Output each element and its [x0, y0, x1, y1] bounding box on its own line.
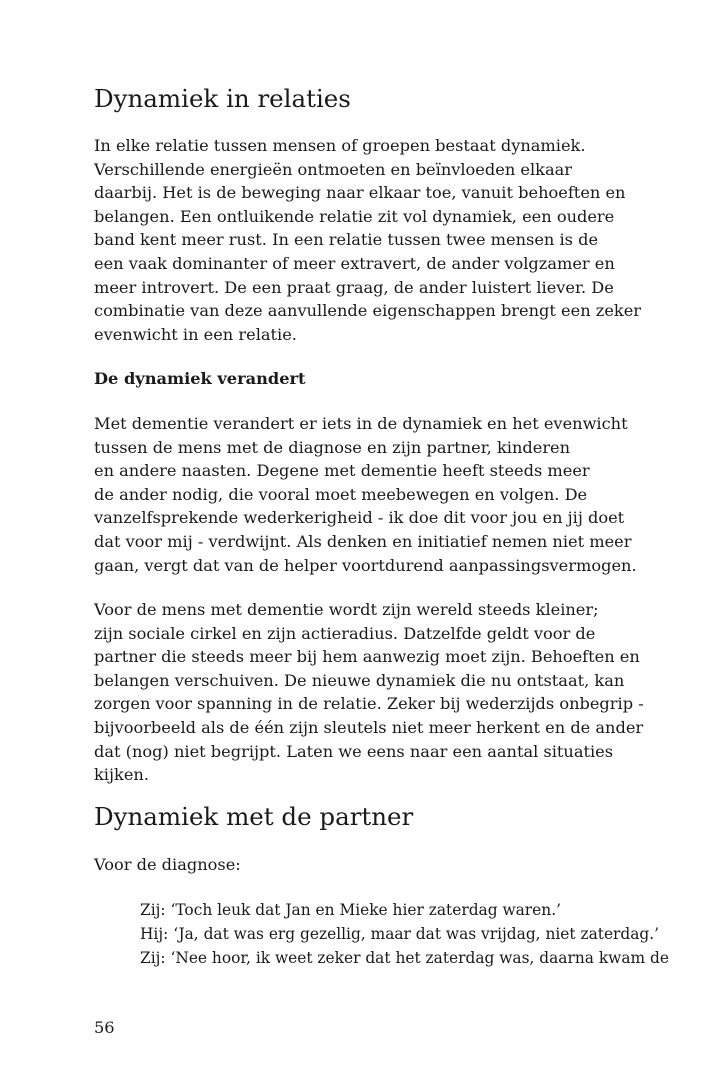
text-line: zijn sociale cirkel en zijn actieradius. Datzelfde geldt voor de [94, 623, 596, 643]
text-line: dat (nog) niet begrijpt. Laten we eens naar een aantal situaties [94, 741, 614, 761]
subheading-de-dynamiek-verandert: De dynamiek verandert [94, 369, 306, 388]
paragraph-3 [94, 598, 644, 787]
text-line: kijken. [94, 765, 149, 785]
section-heading-dynamiek-met-de-partner: Dynamiek met de partner [94, 802, 414, 831]
text-line: In elke relatie tussen mensen of groepen bestaat dynamiek. [94, 136, 586, 155]
text-line: de ander nodig, die vooral moet meebewegen en volgen. De [94, 484, 588, 504]
dialogue-line: Zij: ‘Nee hoor, ik weet zeker dat het zaterdag was, daarna kwam de [140, 948, 669, 967]
text-line: partner die steeds meer bij hem aanwezig moet zijn. Behoeften en [94, 647, 640, 667]
text-line: zorgen voor spanning in de relatie. Zeker bij wederzijds onbegrip - [94, 694, 644, 714]
dialogue-line: Zij: ‘Toch leuk dat Jan en Mieke hier zaterdag waren.’ [140, 901, 561, 919]
text-line: evenwicht in een relatie. [94, 324, 297, 344]
dialogue-block [140, 899, 669, 970]
text-line: band kent meer rust. In een relatie tussen twee mensen is de [94, 230, 599, 250]
dialogue-line: Hij: ‘Ja, dat was erg gezellig, maar dat was vrijdag, niet zaterdag.’ [140, 924, 660, 943]
text-line: een vaak dominanter of meer extravert, de ander volgzamer en [94, 253, 615, 273]
text-line: combinatie van deze aanvullende eigenschappen brengt een zeker [94, 301, 642, 321]
text-line: meer introvert. De een praat graag, de ander luistert liever. De [94, 277, 614, 297]
paragraph-2 [94, 412, 637, 577]
text-line: daarbij. Het is de beweging naar elkaar toe, vanuit behoeften en [94, 183, 626, 203]
text-line: dat voor mij - verdwijnt. Als denken en initiatief nemen niet meer [94, 531, 632, 551]
text-line: Met dementie verandert er iets in de dynamiek en het evenwicht [94, 414, 628, 433]
text-line: tussen de mens met de diagnose en zijn partner, kinderen [94, 437, 571, 457]
page-number: 56 [94, 1018, 115, 1037]
text-line: en andere naasten. Degene met dementie heeft steeds meer [94, 461, 590, 481]
text-line: Verschillende energieën ontmoeten en beïnvloeden elkaar [94, 159, 573, 179]
text-line: vanzelfsprekende wederkerigheid - ik doe dit voor jou en jij doet [94, 508, 625, 528]
text-line: Voor de mens met dementie wordt zijn wereld steeds kleiner; [94, 600, 599, 619]
dialogue-intro: Voor de diagnose: [94, 855, 241, 874]
section-heading-dynamiek-in-relaties: Dynamiek in relaties [94, 84, 351, 113]
text-line: belangen. Een ontluikende relatie zit vol dynamiek, een oudere [94, 206, 615, 226]
text-line: bijvoorbeeld als de één zijn sleutels niet meer herkent en de ander [94, 717, 644, 737]
text-line: gaan, vergt dat van de helper voortdurend aanpassingsvermogen. [94, 555, 637, 575]
text-line: belangen verschuiven. De nieuwe dynamiek die nu ontstaat, kan [94, 670, 625, 690]
paragraph-1 [94, 134, 642, 346]
